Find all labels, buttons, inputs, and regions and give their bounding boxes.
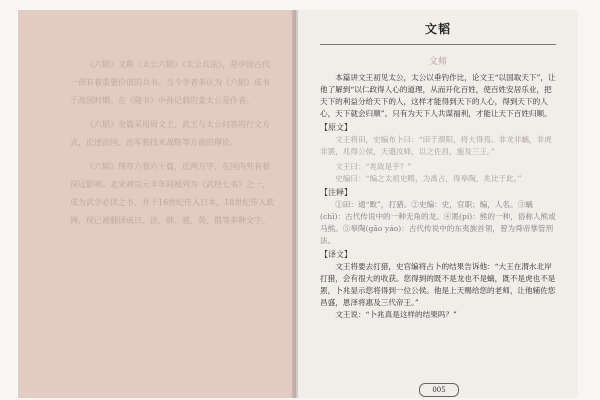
original-text: 文王将田，史编布卜曰：“田于渭阳，将大得焉。非龙非螭，非虎非罴，兆得公侯，天遗汝师，以之佐昌，施及三王。”: [320, 135, 552, 156]
left-paragraph: 《六韬》全篇采用周文王、武王与太公问答的行文方式，论述治国、治军和技术战略等方面的理论。: [70, 120, 270, 147]
section-notes-heading: 【注释】: [320, 188, 352, 197]
left-page: [18, 10, 296, 398]
translation-text: 文王将要去打猎，史官编将占卜的结果告诉他：“大王在渭水北岸打猎，会有很大的收获。您得到的既不是龙也不是螭，既不是虎也不是罴，卜兆显示您将得到一位公侯。他是上天赐给您的老师，让他辅佐您昌盛，恩泽将惠及三代帝王。”: [320, 262, 556, 307]
left-paragraph: 《六韬》现存六卷六十篇，近两万字，在国内外有着深远影响。北宋神宗元丰年间被列为《武经七书》之一，成为武学必读之书，并于16世纪传入日本，18世纪传入欧洲，现已被翻译成日、法、韩、越、英、俄等多种文字。: [70, 162, 275, 225]
page-number: 005: [419, 383, 459, 397]
chapter-subtitle: 文师: [428, 57, 447, 67]
section-original-heading: 【原文】: [320, 123, 352, 132]
original-text: 史编曰：“编之太祖史畴，为禹占，得皋陶，兆比于此。”: [335, 174, 522, 183]
book-spread: [18, 10, 578, 398]
right-page: [298, 10, 578, 398]
intro-paragraph: 本篇讲文王初见太公，太公以垂钓作比，论文王“以国取天下”，让他了解到“以仁政得人心的道理，从而开化百姓，使百姓安居乐业，把天下的利益分给天下的人，这样才能得到天下的人心，得到天下的人心，天下就会归顺”。只有为天下人共谋福利，才能让天下百姓归顺。: [320, 73, 556, 118]
left-paragraph: 《六韬》又称《太公六韬》《太公兵法》，是中国古代一部有着重要价值的兵书。当今学者多认为《六韬》成书于战国时期。在《隋书》中孙记载的姜太公是作者。: [70, 60, 270, 105]
left-page-text: [70, 56, 276, 236]
original-text: 文王曰：“兆致是乎？”: [335, 162, 412, 171]
notes-text: ①田：通“畋”，打猎。②史编：史，官职；编，人名。③螭(chī)：古代传说中的一种无角的龙。④罴(pí)：熊的一种，俗称人熊或马熊。⑤皋陶(gāo yáo)：古代传说中的东夷族首领，曾为舜帝掌管刑法。: [320, 200, 556, 245]
section-translation-heading: 【译文】: [320, 250, 352, 259]
translation-text: 文王说：“卜兆真是这样的结果吗？”: [335, 310, 457, 319]
page-header-title: 文韬: [424, 22, 451, 36]
header-rule: [320, 44, 556, 45]
right-page-body: [320, 72, 556, 321]
